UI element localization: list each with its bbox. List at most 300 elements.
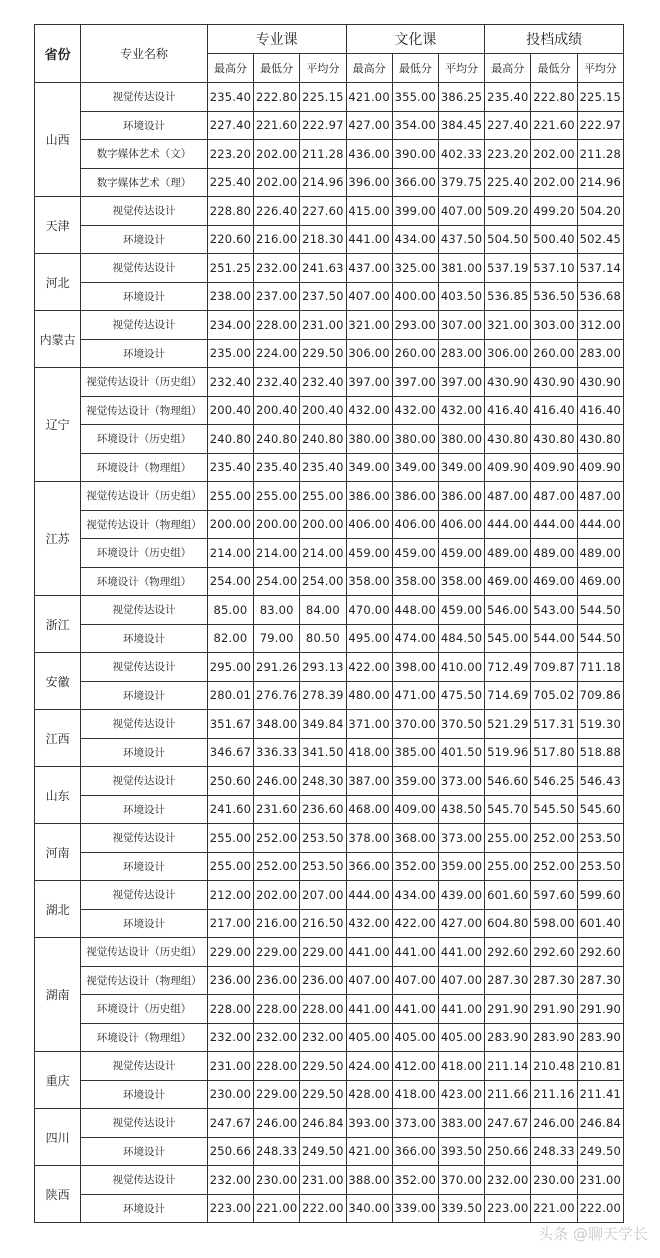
admission-max-cell: 409.90 <box>485 453 531 482</box>
admission-min-cell: 598.00 <box>531 909 577 938</box>
admission-max-cell: 291.90 <box>485 995 531 1024</box>
major-course-max-cell: 217.00 <box>207 909 253 938</box>
admission-max-cell: 537.19 <box>485 254 531 283</box>
sub-header-min: 最低分 <box>392 54 438 83</box>
major-course-avg-cell: 241.63 <box>300 254 346 283</box>
culture-course-max-cell: 387.00 <box>346 767 392 796</box>
sub-header-avg: 平均分 <box>438 54 484 83</box>
admission-min-cell: 210.48 <box>531 1052 577 1081</box>
culture-course-avg-cell: 339.50 <box>438 1194 484 1223</box>
admission-avg-cell: 246.84 <box>577 1109 623 1138</box>
major-course-max-cell: 254.00 <box>207 567 253 596</box>
major-cell: 环境设计 <box>81 225 208 254</box>
major-course-max-cell: 220.60 <box>207 225 253 254</box>
culture-course-avg-cell: 423.00 <box>438 1080 484 1109</box>
major-course-avg-cell: 255.00 <box>300 482 346 511</box>
major-course-max-cell: 235.40 <box>207 453 253 482</box>
major-course-max-cell: 351.67 <box>207 710 253 739</box>
culture-course-min-cell: 352.00 <box>392 1166 438 1195</box>
province-cell: 山西 <box>35 83 81 197</box>
admission-min-cell: 260.00 <box>531 339 577 368</box>
culture-course-avg-cell: 359.00 <box>438 852 484 881</box>
major-course-max-cell: 236.00 <box>207 966 253 995</box>
culture-course-max-cell: 306.00 <box>346 339 392 368</box>
culture-course-max-cell: 495.00 <box>346 624 392 653</box>
province-cell: 河北 <box>35 254 81 311</box>
major-course-max-cell: 229.00 <box>207 938 253 967</box>
major-course-min-cell: 240.80 <box>254 425 300 454</box>
major-cell: 视觉传达设计 <box>81 254 208 283</box>
admission-max-cell: 211.66 <box>485 1080 531 1109</box>
major-course-min-cell: 236.00 <box>254 966 300 995</box>
table-row <box>35 567 624 596</box>
admission-min-cell: 230.00 <box>531 1166 577 1195</box>
culture-course-min-cell: 390.00 <box>392 140 438 169</box>
major-course-max-cell: 227.40 <box>207 111 253 140</box>
admission-avg-cell: 444.00 <box>577 510 623 539</box>
major-cell: 视觉传达设计（历史组） <box>81 482 208 511</box>
table-row <box>35 453 624 482</box>
admission-avg-cell: 545.60 <box>577 795 623 824</box>
major-course-min-cell: 252.00 <box>254 852 300 881</box>
culture-course-max-cell: 480.00 <box>346 681 392 710</box>
province-cell: 重庆 <box>35 1052 81 1109</box>
culture-course-avg-cell: 432.00 <box>438 396 484 425</box>
province-cell: 安徽 <box>35 653 81 710</box>
culture-course-max-cell: 321.00 <box>346 311 392 340</box>
culture-course-min-cell: 325.00 <box>392 254 438 283</box>
major-cell: 视觉传达设计 <box>81 311 208 340</box>
culture-course-min-cell: 471.00 <box>392 681 438 710</box>
province-cell: 湖北 <box>35 881 81 938</box>
major-course-min-cell: 202.00 <box>254 168 300 197</box>
major-course-min-cell: 291.26 <box>254 653 300 682</box>
table-row <box>35 83 624 112</box>
table-row <box>35 282 624 311</box>
culture-course-avg-cell: 381.00 <box>438 254 484 283</box>
major-course-avg-cell: 246.84 <box>300 1109 346 1138</box>
province-cell: 河南 <box>35 824 81 881</box>
admission-min-cell: 705.02 <box>531 681 577 710</box>
major-course-max-cell: 255.00 <box>207 482 253 511</box>
admission-max-cell: 283.90 <box>485 1023 531 1052</box>
major-course-min-cell: 229.00 <box>254 1080 300 1109</box>
major-cell: 视觉传达设计（历史组） <box>81 938 208 967</box>
major-course-max-cell: 238.00 <box>207 282 253 311</box>
culture-course-avg-cell: 475.50 <box>438 681 484 710</box>
admission-avg-cell: 599.60 <box>577 881 623 910</box>
culture-course-avg-cell: 402.33 <box>438 140 484 169</box>
major-course-min-cell: 226.40 <box>254 197 300 226</box>
major-course-min-cell: 336.33 <box>254 738 300 767</box>
table-row <box>35 966 624 995</box>
culture-course-avg-cell: 459.00 <box>438 596 484 625</box>
major-course-avg-cell: 211.28 <box>300 140 346 169</box>
admission-min-cell: 543.00 <box>531 596 577 625</box>
culture-course-min-cell: 380.00 <box>392 425 438 454</box>
admission-max-cell: 712.49 <box>485 653 531 682</box>
admission-max-cell: 223.20 <box>485 140 531 169</box>
table-row <box>35 311 624 340</box>
major-cell: 环境设计（历史组） <box>81 425 208 454</box>
culture-course-avg-cell: 401.50 <box>438 738 484 767</box>
major-course-avg-cell: 236.00 <box>300 966 346 995</box>
admission-max-cell: 604.80 <box>485 909 531 938</box>
major-cell: 环境设计 <box>81 852 208 881</box>
major-course-min-cell: 216.00 <box>254 909 300 938</box>
admission-min-cell: 252.00 <box>531 852 577 881</box>
culture-course-min-cell: 397.00 <box>392 368 438 397</box>
culture-course-avg-cell: 427.00 <box>438 909 484 938</box>
culture-course-avg-cell: 407.00 <box>438 966 484 995</box>
major-course-max-cell: 223.00 <box>207 1194 253 1223</box>
table-row <box>35 681 624 710</box>
province-cell: 山东 <box>35 767 81 824</box>
culture-course-max-cell: 421.00 <box>346 1137 392 1166</box>
major-course-min-cell: 228.00 <box>254 311 300 340</box>
culture-course-avg-cell: 386.25 <box>438 83 484 112</box>
major-course-min-cell: 246.00 <box>254 767 300 796</box>
culture-course-max-cell: 407.00 <box>346 282 392 311</box>
culture-course-avg-cell: 370.50 <box>438 710 484 739</box>
culture-course-max-cell: 406.00 <box>346 510 392 539</box>
culture-course-min-cell: 339.00 <box>392 1194 438 1223</box>
admission-avg-cell: 537.14 <box>577 254 623 283</box>
major-course-avg-cell: 232.00 <box>300 1023 346 1052</box>
admission-max-cell: 223.00 <box>485 1194 531 1223</box>
major-course-min-cell: 229.00 <box>254 938 300 967</box>
culture-course-avg-cell: 441.00 <box>438 995 484 1024</box>
admission-min-cell: 202.00 <box>531 140 577 169</box>
major-course-avg-cell: 229.50 <box>300 1052 346 1081</box>
province-cell: 内蒙古 <box>35 311 81 368</box>
culture-course-avg-cell: 484.50 <box>438 624 484 653</box>
culture-course-max-cell: 388.00 <box>346 1166 392 1195</box>
admission-avg-cell: 214.96 <box>577 168 623 197</box>
culture-course-avg-cell: 379.75 <box>438 168 484 197</box>
admission-min-cell: 499.20 <box>531 197 577 226</box>
table-row <box>35 482 624 511</box>
major-course-avg-cell: 248.30 <box>300 767 346 796</box>
major-course-avg-cell: 254.00 <box>300 567 346 596</box>
table-row <box>35 225 624 254</box>
culture-course-max-cell: 396.00 <box>346 168 392 197</box>
major-course-avg-cell: 253.50 <box>300 824 346 853</box>
major-course-avg-cell: 207.00 <box>300 881 346 910</box>
sub-header-min: 最低分 <box>254 54 300 83</box>
major-course-max-cell: 234.00 <box>207 311 253 340</box>
major-course-avg-cell: 278.39 <box>300 681 346 710</box>
major-cell: 视觉传达设计 <box>81 710 208 739</box>
culture-course-avg-cell: 349.00 <box>438 453 484 482</box>
culture-course-max-cell: 397.00 <box>346 368 392 397</box>
admission-min-cell: 546.25 <box>531 767 577 796</box>
major-course-min-cell: 235.40 <box>254 453 300 482</box>
admission-avg-cell: 253.50 <box>577 824 623 853</box>
admission-max-cell: 469.00 <box>485 567 531 596</box>
culture-course-min-cell: 368.00 <box>392 824 438 853</box>
major-course-max-cell: 295.00 <box>207 653 253 682</box>
major-course-min-cell: 216.00 <box>254 225 300 254</box>
major-course-min-cell: 232.00 <box>254 1023 300 1052</box>
major-course-min-cell: 222.80 <box>254 83 300 112</box>
culture-course-avg-cell: 405.00 <box>438 1023 484 1052</box>
culture-course-max-cell: 393.00 <box>346 1109 392 1138</box>
major-cell: 视觉传达设计 <box>81 653 208 682</box>
major-cell: 视觉传达设计 <box>81 1166 208 1195</box>
table-row <box>35 881 624 910</box>
culture-course-max-cell: 366.00 <box>346 852 392 881</box>
admission-min-cell: 537.10 <box>531 254 577 283</box>
admission-max-cell: 545.00 <box>485 624 531 653</box>
major-course-min-cell: 214.00 <box>254 539 300 568</box>
table-row <box>35 1052 624 1081</box>
sub-header-max: 最高分 <box>346 54 392 83</box>
admission-avg-cell: 519.30 <box>577 710 623 739</box>
group-header-culture-course: 文化课 <box>346 25 485 54</box>
admission-min-cell: 545.50 <box>531 795 577 824</box>
admission-max-cell: 536.85 <box>485 282 531 311</box>
major-cell: 环境设计 <box>81 1194 208 1223</box>
admission-max-cell: 444.00 <box>485 510 531 539</box>
major-course-avg-cell: 229.50 <box>300 1080 346 1109</box>
table-row <box>35 1080 624 1109</box>
admission-max-cell: 247.67 <box>485 1109 531 1138</box>
admission-max-cell: 306.00 <box>485 339 531 368</box>
major-course-max-cell: 250.66 <box>207 1137 253 1166</box>
major-course-min-cell: 200.00 <box>254 510 300 539</box>
culture-course-avg-cell: 441.00 <box>438 938 484 967</box>
culture-course-avg-cell: 370.00 <box>438 1166 484 1195</box>
table-row <box>35 539 624 568</box>
admission-min-cell: 291.90 <box>531 995 577 1024</box>
culture-course-avg-cell: 407.00 <box>438 197 484 226</box>
major-course-max-cell: 223.20 <box>207 140 253 169</box>
admission-min-cell: 487.00 <box>531 482 577 511</box>
group-header-admission-score: 投档成绩 <box>485 25 624 54</box>
admission-max-cell: 546.60 <box>485 767 531 796</box>
major-course-avg-cell: 222.00 <box>300 1194 346 1223</box>
culture-course-avg-cell: 380.00 <box>438 425 484 454</box>
major-course-min-cell: 248.33 <box>254 1137 300 1166</box>
table-row <box>35 596 624 625</box>
major-cell: 环境设计（物理组） <box>81 567 208 596</box>
admission-max-cell: 509.20 <box>485 197 531 226</box>
culture-course-max-cell: 468.00 <box>346 795 392 824</box>
admission-avg-cell: 225.15 <box>577 83 623 112</box>
admission-avg-cell: 518.88 <box>577 738 623 767</box>
culture-course-min-cell: 354.00 <box>392 111 438 140</box>
table-row <box>35 653 624 682</box>
culture-course-max-cell: 424.00 <box>346 1052 392 1081</box>
admission-avg-cell: 249.50 <box>577 1137 623 1166</box>
major-cell: 环境设计 <box>81 681 208 710</box>
major-course-avg-cell: 293.13 <box>300 653 346 682</box>
culture-course-avg-cell: 373.00 <box>438 767 484 796</box>
culture-course-avg-cell: 383.00 <box>438 1109 484 1138</box>
culture-course-max-cell: 427.00 <box>346 111 392 140</box>
major-course-max-cell: 346.67 <box>207 738 253 767</box>
table-row <box>35 197 624 226</box>
culture-course-max-cell: 432.00 <box>346 909 392 938</box>
major-course-avg-cell: 227.60 <box>300 197 346 226</box>
province-cell: 天津 <box>35 197 81 254</box>
culture-course-min-cell: 398.00 <box>392 653 438 682</box>
major-course-min-cell: 230.00 <box>254 1166 300 1195</box>
culture-course-max-cell: 428.00 <box>346 1080 392 1109</box>
table-row <box>35 624 624 653</box>
major-cell: 视觉传达设计（物理组） <box>81 396 208 425</box>
admission-max-cell: 714.69 <box>485 681 531 710</box>
admission-min-cell: 517.80 <box>531 738 577 767</box>
admission-avg-cell: 283.00 <box>577 339 623 368</box>
major-cell: 环境设计（物理组） <box>81 1023 208 1052</box>
admission-min-cell: 430.90 <box>531 368 577 397</box>
admission-max-cell: 227.40 <box>485 111 531 140</box>
table-row <box>35 339 624 368</box>
province-column-header: 省份 <box>35 25 81 83</box>
culture-course-avg-cell: 459.00 <box>438 539 484 568</box>
table-row <box>35 510 624 539</box>
admission-max-cell: 601.60 <box>485 881 531 910</box>
major-course-max-cell: 241.60 <box>207 795 253 824</box>
table-row <box>35 368 624 397</box>
table-row <box>35 140 624 169</box>
culture-course-avg-cell: 403.50 <box>438 282 484 311</box>
culture-course-max-cell: 358.00 <box>346 567 392 596</box>
major-course-max-cell: 240.80 <box>207 425 253 454</box>
major-course-avg-cell: 225.15 <box>300 83 346 112</box>
admission-avg-cell: 222.00 <box>577 1194 623 1223</box>
culture-course-avg-cell: 437.50 <box>438 225 484 254</box>
culture-course-min-cell: 373.00 <box>392 1109 438 1138</box>
major-course-max-cell: 230.00 <box>207 1080 253 1109</box>
sub-header-min: 最低分 <box>531 54 577 83</box>
major-course-min-cell: 348.00 <box>254 710 300 739</box>
major-cell: 环境设计 <box>81 738 208 767</box>
admission-min-cell: 221.60 <box>531 111 577 140</box>
admission-min-cell: 202.00 <box>531 168 577 197</box>
culture-course-min-cell: 366.00 <box>392 1137 438 1166</box>
major-course-avg-cell: 216.50 <box>300 909 346 938</box>
major-cell: 环境设计 <box>81 282 208 311</box>
major-course-avg-cell: 228.00 <box>300 995 346 1024</box>
culture-course-max-cell: 441.00 <box>346 938 392 967</box>
province-cell: 四川 <box>35 1109 81 1166</box>
admission-min-cell: 222.80 <box>531 83 577 112</box>
culture-course-avg-cell: 358.00 <box>438 567 484 596</box>
culture-course-max-cell: 415.00 <box>346 197 392 226</box>
table-row <box>35 1023 624 1052</box>
table-row <box>35 710 624 739</box>
major-cell: 视觉传达设计 <box>81 1052 208 1081</box>
score-table <box>34 24 624 1223</box>
admission-avg-cell: 291.90 <box>577 995 623 1024</box>
major-course-max-cell: 82.00 <box>207 624 253 653</box>
admission-max-cell: 416.40 <box>485 396 531 425</box>
admission-min-cell: 409.90 <box>531 453 577 482</box>
admission-min-cell: 536.50 <box>531 282 577 311</box>
major-course-max-cell: 250.60 <box>207 767 253 796</box>
major-cell: 环境设计 <box>81 339 208 368</box>
major-course-avg-cell: 200.40 <box>300 396 346 425</box>
culture-course-min-cell: 359.00 <box>392 767 438 796</box>
admission-avg-cell: 487.00 <box>577 482 623 511</box>
major-course-max-cell: 228.00 <box>207 995 253 1024</box>
major-cell: 视觉传达设计 <box>81 1109 208 1138</box>
admission-max-cell: 430.90 <box>485 368 531 397</box>
admission-min-cell: 252.00 <box>531 824 577 853</box>
major-cell: 视觉传达设计（物理组） <box>81 966 208 995</box>
admission-max-cell: 321.00 <box>485 311 531 340</box>
major-column-header: 专业名称 <box>81 25 208 83</box>
culture-course-max-cell: 378.00 <box>346 824 392 853</box>
table-row <box>35 824 624 853</box>
culture-course-max-cell: 459.00 <box>346 539 392 568</box>
admission-min-cell: 544.00 <box>531 624 577 653</box>
admission-min-cell: 430.80 <box>531 425 577 454</box>
admission-min-cell: 500.40 <box>531 225 577 254</box>
table-row <box>35 1194 624 1223</box>
major-course-avg-cell: 237.50 <box>300 282 346 311</box>
culture-course-max-cell: 436.00 <box>346 140 392 169</box>
admission-avg-cell: 544.50 <box>577 624 623 653</box>
admission-max-cell: 430.80 <box>485 425 531 454</box>
culture-course-min-cell: 407.00 <box>392 966 438 995</box>
admission-avg-cell: 416.40 <box>577 396 623 425</box>
table-row <box>35 1137 624 1166</box>
major-course-min-cell: 237.00 <box>254 282 300 311</box>
major-course-avg-cell: 200.00 <box>300 510 346 539</box>
major-cell: 环境设计 <box>81 111 208 140</box>
table-row <box>35 909 624 938</box>
major-course-avg-cell: 218.30 <box>300 225 346 254</box>
major-cell: 视觉传达设计（历史组） <box>81 368 208 397</box>
major-cell: 环境设计（历史组） <box>81 539 208 568</box>
major-course-max-cell: 235.00 <box>207 339 253 368</box>
table-header <box>35 25 624 83</box>
admission-max-cell: 255.00 <box>485 852 531 881</box>
admission-min-cell: 416.40 <box>531 396 577 425</box>
table-row <box>35 111 624 140</box>
admission-max-cell: 232.00 <box>485 1166 531 1195</box>
major-cell: 视觉传达设计 <box>81 596 208 625</box>
major-course-max-cell: 235.40 <box>207 83 253 112</box>
major-cell: 环境设计 <box>81 909 208 938</box>
table-row <box>35 795 624 824</box>
major-course-max-cell: 255.00 <box>207 824 253 853</box>
culture-course-max-cell: 349.00 <box>346 453 392 482</box>
admission-avg-cell: 546.43 <box>577 767 623 796</box>
sub-header-max: 最高分 <box>485 54 531 83</box>
major-course-min-cell: 246.00 <box>254 1109 300 1138</box>
major-cell: 环境设计 <box>81 1080 208 1109</box>
major-course-min-cell: 221.60 <box>254 111 300 140</box>
major-course-avg-cell: 214.96 <box>300 168 346 197</box>
culture-course-min-cell: 385.00 <box>392 738 438 767</box>
admission-avg-cell: 502.45 <box>577 225 623 254</box>
major-course-min-cell: 228.00 <box>254 1052 300 1081</box>
major-course-avg-cell: 231.00 <box>300 1166 346 1195</box>
major-course-max-cell: 228.80 <box>207 197 253 226</box>
admission-avg-cell: 409.90 <box>577 453 623 482</box>
culture-course-min-cell: 260.00 <box>392 339 438 368</box>
culture-course-max-cell: 432.00 <box>346 396 392 425</box>
table-row <box>35 995 624 1024</box>
culture-course-avg-cell: 283.00 <box>438 339 484 368</box>
province-cell: 浙江 <box>35 596 81 653</box>
admission-min-cell: 246.00 <box>531 1109 577 1138</box>
